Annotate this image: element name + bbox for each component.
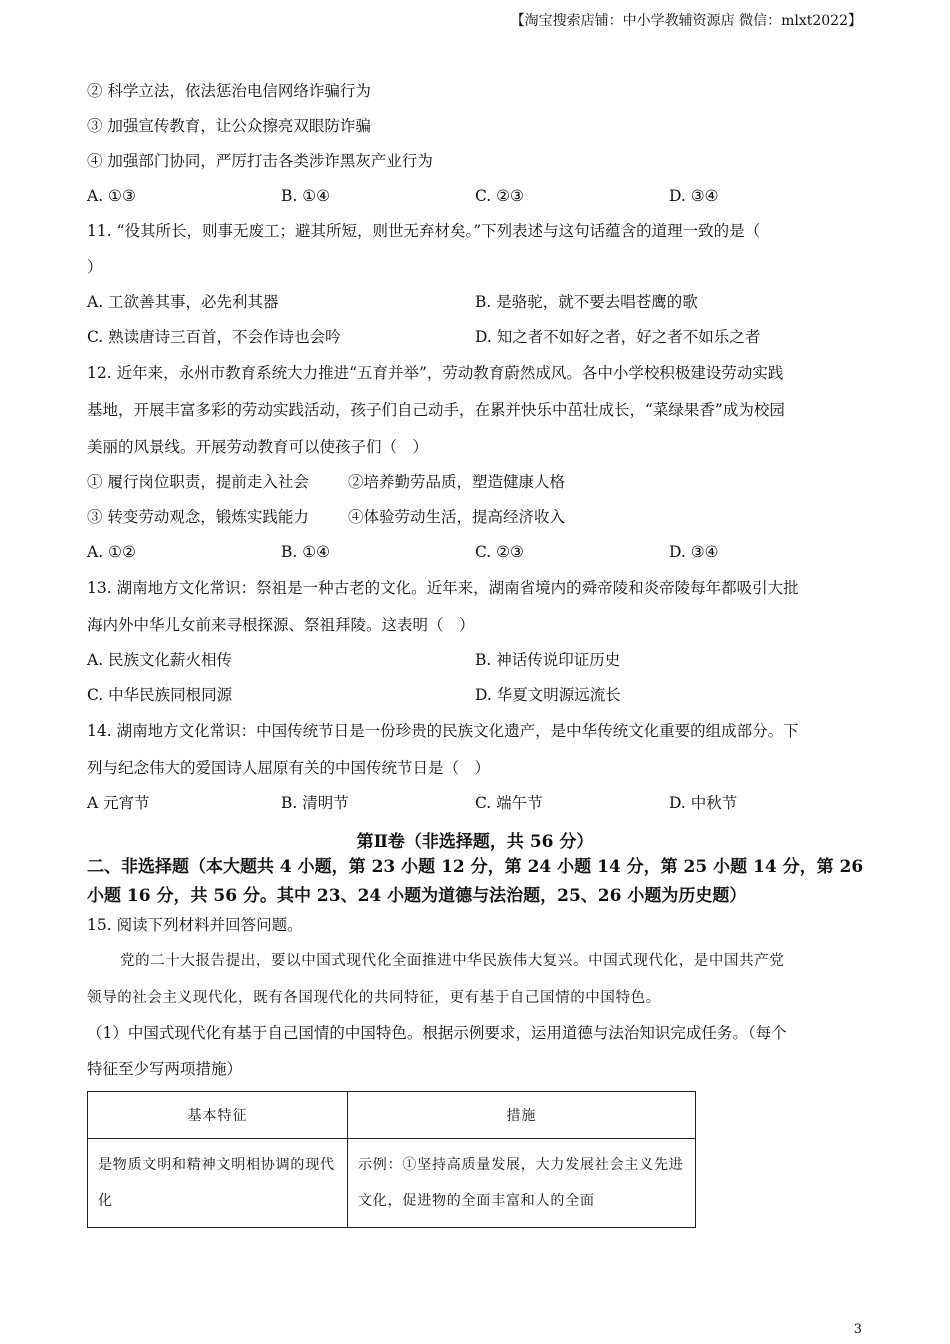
q14-stem-line2: 列与纪念伟大的爱国诗人屈原有关的中国传统节日是（ ）	[87, 759, 491, 777]
q13-option-c: C. 中华民族同根同源	[87, 686, 233, 704]
q11-option-d: D. 知之者不如好之者，好之者不如乐之者	[475, 328, 761, 346]
q14-option-d: D. 中秋节	[669, 794, 738, 812]
q10-option-a: A. ①③	[87, 187, 136, 205]
q14-option-a: A 元宵节	[87, 794, 150, 812]
q10-option-b: B. ①④	[281, 187, 331, 205]
q12-item-2: ②培养勤劳品质，塑造健康人格	[348, 473, 566, 491]
q15-sub1-line2: 特征至少写两项措施）	[87, 1060, 243, 1078]
q11-option-b: B. 是骆驼，就不要去唱苍鹰的歌	[475, 293, 698, 311]
q13-stem-line2: 海内外中华儿女前来寻根探源、祭祖拜陵。这表明（ ）	[87, 616, 475, 634]
q10-item-4: ④ 加强部门协同，严厉打击各类涉诈黑灰产业行为	[87, 152, 433, 170]
q12-option-c: C. ②③	[475, 543, 524, 561]
q11-stem-cont: ）	[87, 258, 103, 276]
q10-item-2: ② 科学立法，依法惩治电信网络诈骗行为	[87, 82, 371, 100]
q11-option-c: C. 熟读唐诗三百首，不会作诗也会吟	[87, 328, 341, 346]
q12-item-4: ④体验劳动生活，提高经济收入	[348, 508, 566, 526]
q12-stem-line2: 基地，开展丰富多彩的劳动实践活动，孩子们自己动手，在累并快乐中茁壮成长，“菜绿果香”成为校园	[87, 401, 785, 419]
page-header-banner: 【淘宝搜索店铺：中小学教辅资源店 微信：mlxt2022】	[510, 13, 862, 29]
q12-option-b: B. ①④	[281, 543, 331, 561]
q13-stem-line1: 13. 湖南地方文化常识：祭祖是一种古老的文化。近年来，湖南省境内的舜帝陵和炎帝陵每年都吸引大批	[87, 579, 799, 597]
q12-item-3: ③ 转变劳动观念，锻炼实践能力	[87, 508, 309, 526]
q13-option-d: D. 华夏文明源远流长	[475, 686, 621, 704]
q12-stem-line1: 12. 近年来，永州市教育系统大力推进“五育并举”，劳动教育蔚然成风。各中小学校积极建设劳动实践	[87, 364, 784, 382]
q14-option-c: C. 端午节	[475, 794, 543, 812]
table-header-feature: 基本特征	[88, 1092, 348, 1139]
q14-stem-line1: 14. 湖南地方文化常识：中国传统节日是一份珍贵的民族文化遗产，是中华传统文化重要的组成部分。下	[87, 722, 799, 740]
page-number: 3	[853, 1322, 862, 1337]
q11-stem: 11. “役其所长，则事无废工；避其所短，则世无弃材矣。”下列表述与这句话蕴含的道理一致的是（	[87, 222, 761, 240]
q13-option-b: B. 神话传说印证历史	[475, 651, 621, 669]
q15-answer-table	[87, 1091, 696, 1228]
table-header-measures: 措施	[348, 1092, 696, 1139]
q15-material-line2: 领导的社会主义现代化，既有各国现代化的共同特征，更有基于自己国情的中国特色。	[87, 990, 661, 1006]
q15-stem: 15. 阅读下列材料并回答问题。	[87, 916, 303, 934]
q12-option-d: D. ③④	[669, 543, 719, 561]
q12-item-1: ① 履行岗位职责，提前走入社会	[87, 473, 309, 491]
q10-item-3: ③ 加强宣传教育，让公众擦亮双眼防诈骗	[87, 117, 371, 135]
q15-material-line1: 党的二十大报告提出，要以中国式现代化全面推进中华民族伟大复兴。中国式现代化，是中国共产党	[120, 953, 785, 969]
section2-heading-line2: 小题 16 分，共 56 分。其中 23、24 小题为道德与法治题，25、26 小题为历史题）	[87, 886, 747, 906]
q12-stem-line3: 美丽的风景线。开展劳动教育可以使孩子们（ ）	[87, 438, 429, 456]
q10-option-d: D. ③④	[669, 187, 719, 205]
q11-option-a: A. 工欲善其事，必先利其器	[87, 293, 279, 311]
table-cell-feature: 是物质文明和精神文明相协调的现代化	[88, 1139, 348, 1228]
q13-option-a: A. 民族文化薪火相传	[87, 651, 233, 669]
q12-option-a: A. ①②	[87, 543, 136, 561]
section2-heading-line1: 二、非选择题（本大题共 4 小题，第 23 小题 12 分，第 24 小题 14 分，第 25 小题 14 分，第 26	[87, 857, 864, 877]
q10-option-c: C. ②③	[475, 187, 524, 205]
q14-option-b: B. 清明节	[281, 794, 349, 812]
table-cell-measures: 示例：①坚持高质量发展，大力发展社会主义先进文化，促进物的全面丰富和人的全面	[348, 1139, 696, 1228]
section2-title: 第Ⅱ卷（非选择题，共 56 分）	[356, 832, 594, 852]
q15-sub1-line1: （1）中国式现代化有基于自己国情的中国特色。根据示例要求，运用道德与法治知识完成任务。（每个	[87, 1024, 787, 1042]
